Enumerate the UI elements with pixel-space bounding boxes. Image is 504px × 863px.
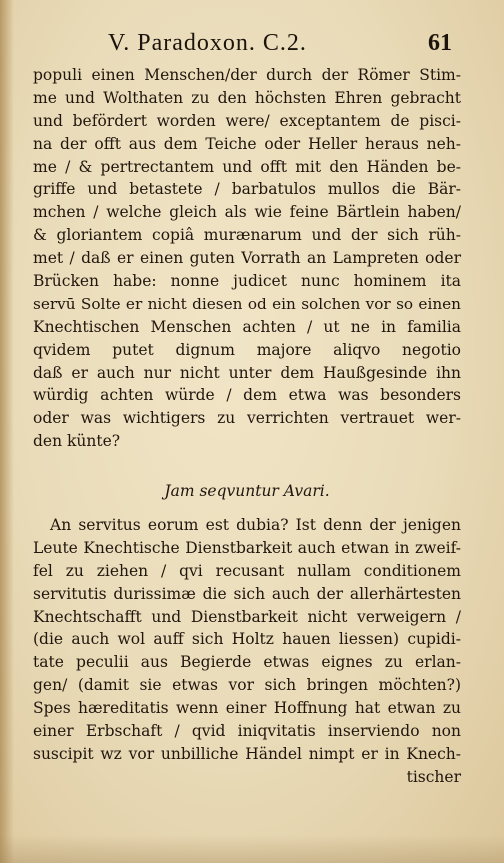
text-line: würdig achten würde / dem etwa was besonders bbox=[33, 386, 461, 405]
text-line: griffe und betastete / barbatulos mullos die Bär- bbox=[33, 180, 461, 199]
section-heading: Jam seqvuntur Avari. bbox=[164, 482, 330, 501]
text-line: na der offt aus dem Teiche oder Heller heraus neh- bbox=[33, 134, 461, 153]
text-line: oder was wichtigers zu verrichten vertrauet wer- bbox=[33, 409, 461, 428]
text-line: me und Wolthaten zu den höchsten Ehren gebracht bbox=[33, 88, 461, 107]
text-line: & gloriantem copiâ murænarum und der sich rüh- bbox=[33, 226, 461, 245]
page-number: 61 bbox=[428, 30, 452, 56]
text-line: Spes hæreditatis wenn einer Hoffnung hat etwan zu bbox=[33, 699, 461, 718]
page-edge-shadow bbox=[0, 0, 14, 863]
text-line: servitutis durissimæ die sich auch der allerhärtesten bbox=[33, 584, 461, 603]
text-line: Brücken habe: nonne judicet nunc hominem ita bbox=[33, 272, 461, 291]
text-line: servū Solte er nicht diesen od ein solchen vor so einen bbox=[33, 294, 461, 313]
text-line: daß er auch nur nicht unter dem Haußgesinde ihn bbox=[33, 363, 461, 382]
text-line: Knechtischen Menschen achten / ut ne in familia bbox=[33, 317, 461, 336]
running-head: V. Paradoxon. C.2. bbox=[108, 30, 307, 56]
text-line: qvidem putet dignum majore aliqvo negotio bbox=[33, 340, 461, 359]
text-line: met / daß er einen guten Vorrath an Lampreten oder bbox=[33, 249, 461, 268]
page-header bbox=[0, 30, 504, 60]
catchword: tischer bbox=[406, 767, 461, 786]
text-line: und befördert worden were/ exceptantem de pisci- bbox=[33, 111, 461, 130]
text-line: fel zu ziehen / qvi recusant nullam conditionem bbox=[33, 561, 461, 580]
text-line: Knechtschafft und Dienstbarkeit nicht verweigern / bbox=[33, 607, 461, 626]
text-line: mchen / welche gleich als wie feine Bärtlein haben/ bbox=[33, 203, 461, 222]
text-line: An servitus eorum est dubia? Ist denn der jenigen bbox=[50, 516, 461, 535]
text-line: gen/ (damit sie etwas vor sich bringen möchten?) bbox=[33, 676, 461, 695]
text-line: suscipit wz vor unbilliche Händel nimpt er in Knech- bbox=[33, 744, 461, 763]
text-line: me / & pertrectantem und offt mit den Händen be- bbox=[33, 157, 461, 176]
text-line: einer Erbschaft / qvid iniqvitatis inserviendo non bbox=[33, 722, 461, 741]
text-line: populi einen Menschen/der durch der Römer Stim- bbox=[33, 66, 461, 84]
text-line: tate peculii aus Begierde etwas eignes zu erlan- bbox=[33, 653, 461, 672]
text-line: Leute Knechtische Dienstbarkeit auch etwan in zweif- bbox=[33, 538, 461, 557]
text-line: den künte? bbox=[33, 432, 121, 451]
text-line: (die auch wol auff sich Holtz hauen liessen) cupidi- bbox=[33, 630, 461, 649]
page-bottom-shadow bbox=[0, 835, 504, 863]
body-text bbox=[33, 64, 461, 789]
